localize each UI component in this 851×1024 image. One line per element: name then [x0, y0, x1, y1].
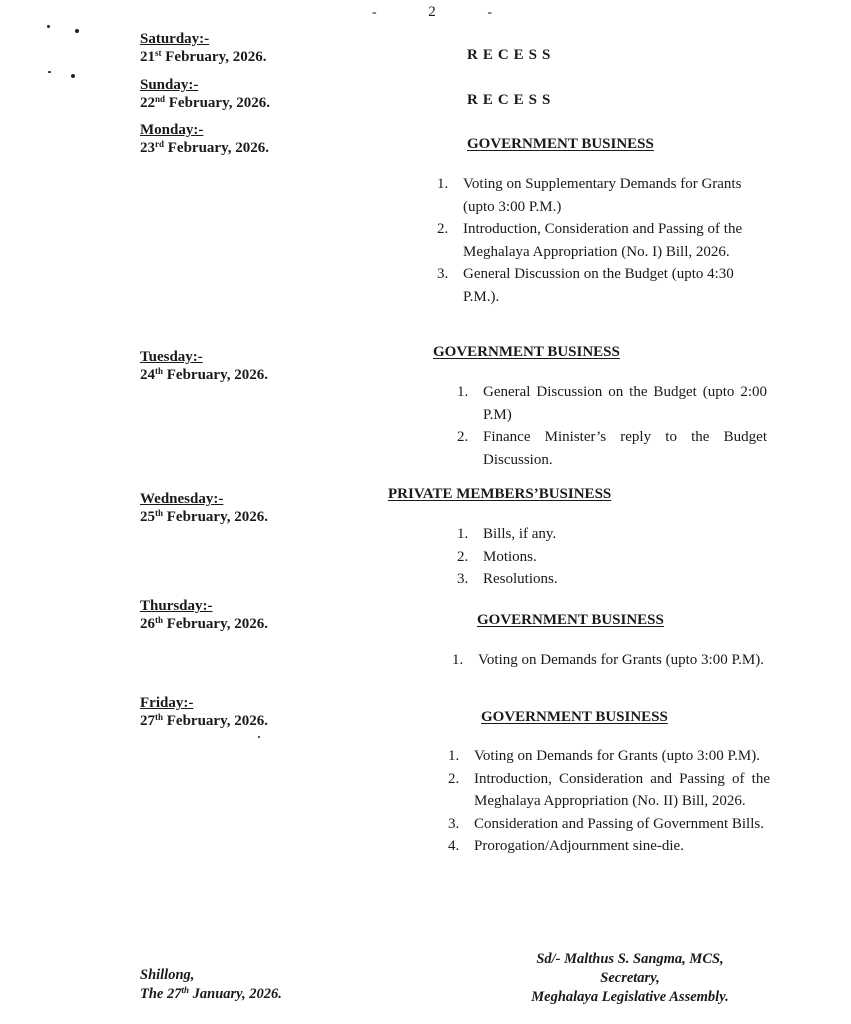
agenda-list-tuesday	[457, 381, 767, 471]
footer-date: The 27th January, 2026.	[140, 985, 282, 1002]
day-thursday	[140, 597, 268, 633]
page-number-dash-right: -	[487, 4, 492, 20]
agenda-item: 3. Consideration and Passing of Government Bills.	[448, 815, 764, 832]
day-tuesday	[140, 348, 268, 384]
day-monday	[140, 121, 269, 157]
day-name: Tuesday:-	[140, 349, 203, 365]
page-number-dash-left: -	[372, 4, 377, 20]
day-name: Sunday:-	[140, 77, 199, 93]
day-date: 27th February, 2026.	[140, 712, 269, 729]
section-heading-government-business: GOVERNMENT BUSINESS	[481, 709, 668, 725]
scan-speck	[258, 736, 260, 738]
day-date: 23rd February, 2026.	[140, 139, 269, 156]
agenda-item: 4. Prorogation/Adjournment sine-die.	[448, 838, 684, 854]
scan-speck	[47, 25, 50, 28]
agenda-item: 2. Introduction, Consideration and Passing of the Meghalaya Appropriation (No. II) Bill, 2026.	[448, 770, 770, 809]
section-heading-government-business: GOVERNMENT BUSINESS	[433, 344, 620, 360]
agenda-item: 1. Voting on Supplementary Demands for Grants (upto 3:00 P.M.)	[437, 176, 742, 215]
agenda-list-wednesday	[457, 523, 767, 591]
section-heading-government-business: GOVERNMENT BUSINESS	[467, 136, 654, 152]
page-number-value: 2	[428, 4, 436, 20]
agenda-item: 2. Motions.	[457, 548, 537, 565]
scan-speck	[71, 74, 75, 78]
agenda-list-friday	[448, 745, 770, 858]
footer-place: Shillong,	[140, 967, 195, 983]
signatory-designation: Secretary,	[600, 970, 660, 986]
section-heading-recess: RECESS	[467, 92, 556, 108]
day-wednesday	[140, 490, 268, 526]
signatory-office: Meghalaya Legislative Assembly.	[531, 989, 729, 1005]
day-saturday	[140, 30, 267, 66]
day-date: 26th February, 2026.	[140, 615, 269, 632]
day-name: Monday:-	[140, 122, 204, 138]
agenda-item: 3. Resolutions.	[457, 571, 558, 587]
agenda-item: 2. Introduction, Consideration and Passing of the Meghalaya Appropriation (No. I) Bill, 2026.	[437, 221, 743, 260]
agenda-item: 1. Voting on Demands for Grants (upto 3:00 P.M).	[448, 748, 760, 764]
agenda-item: 1. Bills, if any.	[457, 526, 557, 542]
section-heading-government-business: GOVERNMENT BUSINESS	[477, 612, 664, 628]
day-sunday	[140, 76, 270, 112]
day-date: 21st February, 2026.	[140, 48, 267, 65]
day-date: 22nd February, 2026.	[140, 94, 271, 111]
agenda-list-thursday	[452, 649, 768, 672]
day-friday	[140, 694, 268, 730]
agenda-list-monday	[437, 173, 747, 308]
page-number	[372, 4, 492, 21]
day-date: 25th February, 2026.	[140, 508, 269, 525]
footer-place-date	[140, 966, 282, 1004]
agenda-item: 1. Voting on Demands for Grants (upto 3:00 P.M).	[452, 652, 764, 668]
section-heading-private-members-business: PRIVATE MEMBERS’BUSINESS	[388, 486, 612, 502]
signature-block	[480, 950, 780, 1007]
scan-speck	[48, 71, 51, 73]
day-name: Friday:-	[140, 695, 194, 711]
agenda-item: 1. General Discussion on the Budget (upto 2:00 P.M)	[457, 384, 767, 423]
day-name: Saturday:-	[140, 31, 210, 47]
section-heading-recess: RECESS	[467, 47, 556, 63]
day-name: Wednesday:-	[140, 491, 224, 507]
agenda-item: 2. Finance Minister’s reply to the Budget Discussion.	[457, 429, 767, 468]
day-date: 24th February, 2026.	[140, 366, 269, 383]
scan-speck	[75, 29, 79, 33]
day-name: Thursday:-	[140, 598, 213, 614]
signatory-name: Sd/- Malthus S. Sangma, MCS,	[536, 951, 724, 967]
agenda-item: 3. General Discussion on the Budget (upto 4:30 P.M.).	[437, 266, 734, 305]
